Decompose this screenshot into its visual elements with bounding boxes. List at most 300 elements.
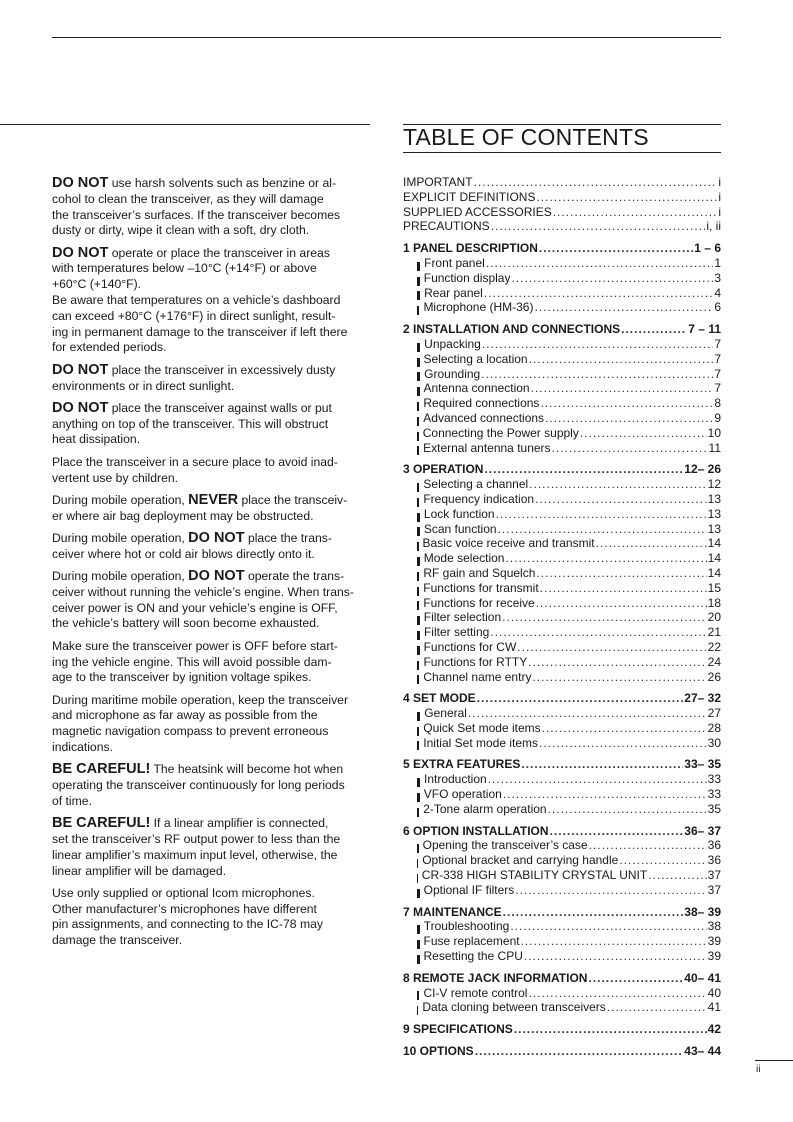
line-text: The heatsink will become hot when [150,762,344,777]
line-text: operating the transceiver continuously for long periods [52,778,345,793]
toc-page: 38 [707,919,721,934]
toc-leader-dots [552,441,708,456]
toc-item[interactable] [403,625,721,640]
paragraph-line [52,309,370,325]
toc-leader-dots [486,256,714,271]
precaution-paragraph [52,401,370,448]
toc-leader-dots [496,507,707,522]
toc-label: Selecting a channel [423,477,529,492]
toc-item[interactable] [403,477,721,492]
toc-section[interactable] [403,1044,721,1059]
line-text: If a linear amplifier is connected, [150,816,329,831]
line-text: cohol to clean the transceiver, as they will damage [52,191,324,206]
paragraph-line [52,246,370,262]
toc-leader-dots [542,721,707,736]
toc-leader-dots [589,838,707,853]
square-bullet-icon [417,527,420,536]
toc-page: 37 [707,882,721,897]
toc-page: 33 [707,772,721,787]
toc-page: i [718,189,721,204]
line-text: ing in permanent damage to the transceiver if left there [52,324,348,339]
toc-item[interactable] [403,551,721,566]
line-text: with temperatures below –10°C (+14°F) or above [52,261,317,276]
toc-label: 1 PANEL DESCRIPTION [403,241,538,256]
square-bullet-icon [417,874,418,883]
paragraph-line [52,401,370,417]
toc-item[interactable] [403,566,721,581]
paragraph-line [52,655,370,671]
page-number-rule [755,1060,793,1061]
toc-spacer [403,817,721,824]
toc-page: 6 [714,300,721,315]
toc-label: Optional IF filters [423,882,515,897]
toc-page: 7 [714,366,721,381]
square-bullet-icon [417,343,420,352]
paragraph-line [52,493,370,509]
line-text: anything on top of the transceiver. This will obstruct [52,416,329,431]
toc-label: Lock function [423,506,495,521]
left-column-rule [0,124,370,125]
toc-page: 39 [707,949,721,964]
line-text: Other manufacturer’s microphones have different [52,901,317,916]
paragraph-line [52,223,370,239]
warning-lead: DO NOT [52,244,109,261]
table-of-contents [403,175,721,1059]
square-bullet-icon [417,646,420,655]
line-text: age to the transceiver by ignition voltage spikes. [52,670,312,685]
paragraph-line [52,740,370,756]
toc-page: 9 [714,410,721,425]
toc-label: Front panel [424,255,485,270]
warning-lead: NEVER [188,491,239,508]
paragraph-line [52,794,370,810]
toc-leader-dots [540,581,707,596]
toc-page: 7 [714,336,721,351]
paragraph-line [52,379,370,395]
toc-front-entry[interactable] [403,219,721,234]
toc-item[interactable] [403,581,721,596]
toc-page: 4 [714,285,721,300]
toc-item[interactable] [403,507,721,522]
precaution-paragraph [52,693,370,756]
square-bullet-icon [417,513,420,522]
toc-item[interactable] [403,838,721,853]
line-text: place the transceiv- [238,492,348,507]
precaution-paragraph [52,176,370,239]
toc-page: 12– 26 [684,462,721,477]
toc-leader-dots [488,772,707,787]
toc-item[interactable] [403,426,721,441]
toc-leader-dots [596,536,707,551]
toc-spacer [403,1015,721,1022]
toc-item[interactable] [403,256,721,271]
paragraph-prefix: During mobile operation, [52,492,189,507]
toc-item[interactable] [403,300,721,315]
square-bullet-icon [417,727,419,736]
toc-page: 26 [707,669,721,684]
toc-label: 2 INSTALLATION AND CONNECTIONS [403,322,621,337]
warning-lead: DO NOT [52,175,109,191]
toc-spacer [403,315,721,322]
toc-page: 12 [707,477,721,492]
toc-label: Troubleshooting [423,919,510,934]
toc-item[interactable] [403,337,721,352]
toc-label: 9 SPECIFICATIONS [403,1022,513,1037]
toc-page: 7 [714,351,721,366]
square-bullet-icon [417,778,420,787]
toc-label: Quick Set mode items [423,720,541,735]
toc-page: 13 [707,491,721,506]
toc-label: SUPPLIED ACCESSORIES [403,204,552,219]
precaution-paragraph [52,455,370,487]
toc-spacer [403,455,721,462]
toc-item[interactable] [403,853,721,868]
square-bullet-icon [417,1006,418,1015]
toc-leader-dots [475,1044,684,1059]
toc-label: Optional bracket and carrying handle [422,853,619,868]
square-bullet-icon [417,587,419,596]
square-bullet-icon [417,557,420,566]
paragraph-line [52,531,370,547]
toc-label: Rear panel [424,285,483,300]
toc-label: Functions for RTTY [423,654,528,669]
warning-lead: DO NOT [188,529,245,546]
toc-section[interactable] [403,824,721,839]
toc-leader-dots [621,322,687,337]
toc-page: 8 [714,396,721,411]
square-bullet-icon [417,277,420,286]
warning-lead: DO NOT [52,361,109,378]
paragraph-line [52,340,370,356]
toc-page: 35 [707,801,721,816]
toc-page: 3 [714,270,721,285]
toc-leader-dots [481,367,713,382]
paragraph-line [52,261,370,277]
toc-leader-dots [515,883,706,898]
square-bullet-icon [417,940,420,949]
square-bullet-icon [417,889,420,898]
toc-page: 40– 41 [684,970,721,985]
line-text: Place the transceiver in a secure place to avoid inad- [52,454,338,469]
toc-item[interactable] [403,352,721,367]
toc-label: Microphone (HM-36) [423,300,534,315]
paragraph-line [52,902,370,918]
square-bullet-icon [417,372,420,381]
toc-label: Resetting the CPU [423,949,523,964]
toc-page: 38– 39 [684,904,721,919]
line-text: set the transceiver’s RF output power to less than the [52,831,341,846]
toc-item[interactable] [403,721,721,736]
paragraph-line [52,864,370,880]
toc-page: 36 [707,853,721,868]
line-text: magnetic navigation compass to prevent erroneous [52,724,329,739]
toc-label: PRECAUTIONS [403,219,490,234]
toc-leader-dots [536,566,706,581]
toc-label: Fuse replacement [423,934,520,949]
precautions-column [52,176,370,956]
toc-label: 6 OPTION INSTALLATION [403,823,549,838]
toc-item[interactable] [403,1000,721,1015]
toc-section[interactable] [403,241,721,256]
paragraph-line [52,208,370,224]
toc-spacer [403,964,721,971]
toc-label: Filter setting [423,625,490,640]
paragraph-line [52,176,370,192]
paragraph-line [52,192,370,208]
toc-item[interactable] [403,736,721,751]
toc-item[interactable] [403,655,721,670]
toc-leader-dots [474,175,718,190]
toc-label: Mode selection [423,551,505,566]
toc-item[interactable] [403,536,721,551]
toc-leader-dots [490,625,706,640]
toc-page: 24 [707,654,721,669]
toc-leader-dots [553,205,718,220]
toc-page: 10 [707,425,721,440]
toc-label: 3 OPERATION [403,462,484,477]
paragraph-line [52,363,370,379]
toc-page: 27– 32 [684,691,721,706]
square-bullet-icon [417,446,419,455]
paragraph-line [52,585,370,601]
toc-label: Selecting a location [423,351,528,366]
toc-item[interactable] [403,522,721,537]
toc-page: i [718,204,721,219]
toc-section[interactable] [403,905,721,920]
toc-page: 27 [707,706,721,721]
toc-item[interactable] [403,868,721,883]
toc-label: Connecting the Power supply [422,425,579,440]
line-text: Use only supplied or optional Icom microphones. [52,885,315,900]
toc-item[interactable] [403,772,721,787]
toc-label: Advanced connections [423,410,545,425]
paragraph-line [52,293,370,309]
page-title: TABLE OF CONTENTS [403,124,649,150]
precaution-paragraph [52,762,370,809]
toc-leader-dots [503,787,707,802]
toc-item[interactable] [403,610,721,625]
toc-label: Unpacking [424,336,481,351]
toc-section[interactable] [403,462,721,477]
line-text: place the transceiver against walls or put [108,400,332,415]
toc-item[interactable] [403,492,721,507]
toc-label: Data cloning between transceivers [422,1000,606,1015]
toc-item[interactable] [403,441,721,456]
precaution-paragraph [52,493,370,525]
toc-page: i [718,175,721,189]
square-bullet-icon [417,387,420,396]
line-text: ing the vehicle engine. This will avoid possible dam- [52,654,332,669]
line-text: linear amplifier’s maximum input level, otherwise, the [52,847,338,862]
toc-page: 36 [707,838,721,853]
toc-item[interactable] [403,706,721,721]
toc-page: i, ii [706,219,721,234]
toc-leader-dots [531,381,714,396]
toc-leader-dots [535,492,707,507]
toc-section[interactable] [403,1022,721,1037]
toc-section[interactable] [403,757,721,772]
square-bullet-icon [417,808,419,817]
toc-item[interactable] [403,883,721,898]
warning-lead: BE CAREFUL! [52,761,151,778]
toc-item[interactable] [403,367,721,382]
toc-label: Functions for CW [423,639,517,654]
toc-label: Frequency indication [423,491,535,506]
toc-leader-dots [607,1000,707,1015]
line-text: dusty or dirty, wipe it clean with a soft, dry cloth. [52,223,310,238]
line-text: During maritime mobile operation, keep the transceiver [52,692,349,707]
toc-page: 15 [707,580,721,595]
toc-item[interactable] [403,934,721,949]
toc-leader-dots [619,853,706,868]
precaution-paragraph [52,363,370,395]
toc-section[interactable] [403,691,721,706]
line-text: can exceed +80°C (+176°F) in direct sunlight, result- [52,308,336,323]
toc-page: 22 [707,639,721,654]
square-bullet-icon [417,675,419,684]
line-text: ceiver where hot or cold air blows directly onto it. [52,546,315,561]
toc-front-entry[interactable] [403,205,721,220]
square-bullet-icon [417,542,419,551]
toc-item[interactable] [403,396,721,411]
toc-leader-dots [498,522,707,537]
line-text: Make sure the transceiver power is OFF before start- [52,638,338,653]
toc-item[interactable] [403,949,721,964]
line-text: ceiver power is ON and your vehicle’s engine is OFF, [52,600,338,615]
paragraph-line [52,708,370,724]
toc-item[interactable] [403,986,721,1001]
line-text: use harsh solvents such as benzine or al- [108,176,337,190]
toc-page: 33 [707,787,721,802]
line-text: linear amplifier will be damaged. [52,863,227,878]
toc-leader-dots [548,802,707,817]
toc-leader-dots [482,337,713,352]
toc-page: 21 [707,625,721,640]
toc-leader-dots [540,396,713,411]
warning-lead: BE CAREFUL! [52,815,151,832]
toc-leader-dots [534,300,713,315]
toc-label: Opening the transceiver’s case [422,838,588,853]
toc-item[interactable] [403,596,721,611]
toc-label: Functions for transmit [423,580,539,595]
paragraph-prefix: During mobile operation, [52,569,189,584]
precaution-paragraph [52,816,370,879]
paragraph-line [52,670,370,686]
toc-item[interactable] [403,271,721,286]
toc-page: 30 [707,735,721,750]
toc-leader-dots [528,986,706,1001]
toc-leader-dots [536,596,707,611]
toc-page: 7 [714,381,721,396]
line-text: the transceiver’s surfaces. If the transceiver becomes [52,207,341,222]
line-text: for extended periods. [52,340,167,355]
square-bullet-icon [417,616,420,625]
toc-leader-dots [529,477,706,492]
toc-page: 28 [707,720,721,735]
toc-label: CI-V remote control [423,985,528,1000]
toc-section[interactable] [403,971,721,986]
square-bullet-icon [417,291,420,300]
toc-leader-dots [491,219,706,234]
toc-page: 14 [707,536,721,551]
toc-page: 18 [707,595,721,610]
toc-spacer [403,1037,721,1044]
toc-leader-dots [521,934,707,949]
toc-item[interactable] [403,670,721,685]
paragraph-line [52,569,370,585]
warning-lead: DO NOT [188,568,245,585]
paragraph-line [52,816,370,832]
line-text: place the trans- [244,530,332,545]
toc-item[interactable] [403,381,721,396]
toc-page: 41 [707,1000,721,1015]
toc-page: 1 [714,255,721,270]
toc-leader-dots [468,706,707,721]
line-text: pin assignments, and connecting to the IC-78 may [52,917,323,932]
square-bullet-icon [417,498,419,507]
toc-label: 7 MAINTENANCE [403,904,502,919]
toc-item[interactable] [403,286,721,301]
toc-leader-dots [528,655,706,670]
square-bullet-icon [417,661,419,670]
paragraph-line [52,778,370,794]
toc-item[interactable] [403,787,721,802]
toc-label: Filter selection [423,610,502,625]
paragraph-line [52,832,370,848]
toc-title-rule [403,152,721,153]
toc-label: Introduction [423,772,487,787]
paragraph-line [52,848,370,864]
line-text: operate the trans- [244,569,345,584]
precaution-paragraph [52,531,370,563]
toc-item[interactable] [403,919,721,934]
toc-leader-dots [510,919,706,934]
toc-item[interactable] [403,640,721,655]
square-bullet-icon [417,631,420,640]
paragraph-line [52,933,370,949]
toc-page: 42 [707,1022,721,1037]
warning-lead: DO NOT [52,399,109,416]
precaution-paragraph [52,246,370,357]
paragraph-line [52,509,370,525]
toc-label: Required connections [423,396,540,411]
toc-section[interactable] [403,322,721,337]
toc-front-entry[interactable] [403,190,721,205]
toc-leader-dots [484,286,713,301]
toc-label: External antenna tuners [423,440,551,455]
toc-page: 20 [707,610,721,625]
line-text: operate or place the transceiver in areas [108,245,330,260]
toc-spacer [403,750,721,757]
paragraph-line [52,724,370,740]
line-text: ceiver without running the vehicle’s engine. When trans- [52,584,354,599]
toc-label: Channel name entry [423,669,532,684]
line-text: +60°C (+140°F). [52,277,142,292]
toc-label: Initial Set mode items [423,735,539,750]
toc-front-entry[interactable] [403,175,721,190]
paragraph-line [52,639,370,655]
precaution-paragraph [52,569,370,632]
toc-item[interactable] [403,802,721,817]
toc-label: 2-Tone alarm operation [423,801,547,816]
toc-item[interactable] [403,411,721,426]
toc-page: 40 [707,985,721,1000]
square-bullet-icon [417,859,418,868]
toc-page: 39 [707,934,721,949]
toc-leader-dots [539,736,707,751]
line-text: Be aware that temperatures on a vehicle’s dashboard [52,293,341,308]
square-bullet-icon [417,402,419,411]
